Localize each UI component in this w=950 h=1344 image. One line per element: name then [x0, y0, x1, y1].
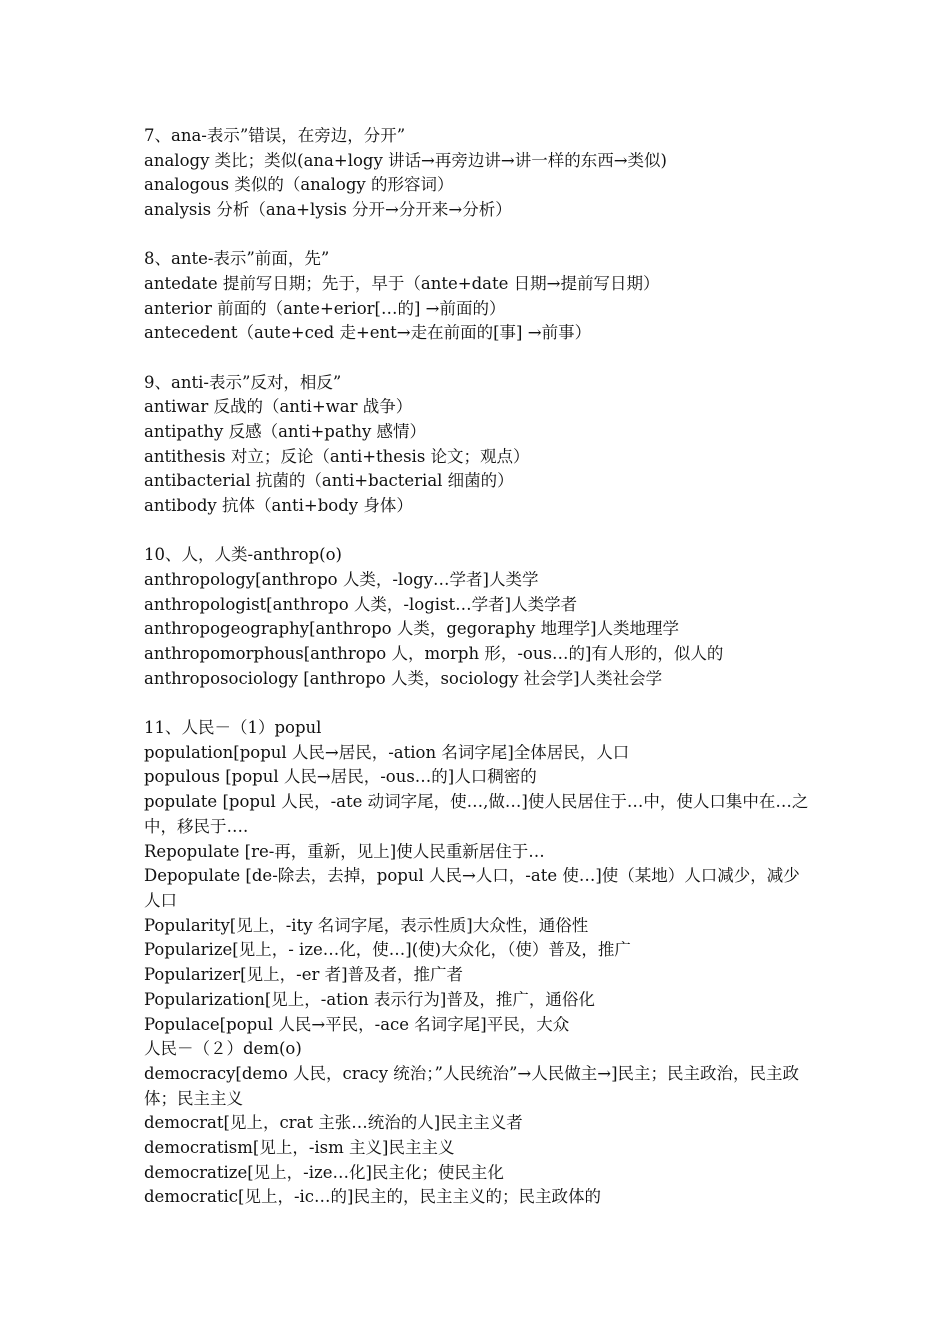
vocab-entry: Depopulate [de-除去，去掉，popul 人民→人口，-ate 使…]使（某地）人口减少，减少人口	[144, 866, 800, 910]
vocab-entry: antibacterial 抗菌的（anti+bacterial 细菌的）	[144, 471, 514, 491]
vocab-entry: populate [popul 人民，-ate 动词字尾，使…,做…]使人民居住于…中，使人口集中在…之中，移民于….	[144, 792, 809, 836]
vocab-entry: Popularization[见上，-ation 表示行为]普及，推广，通俗化	[144, 989, 595, 1009]
vocab-entry: analogous 类似的（analogy 的形容词）	[144, 175, 454, 195]
vocab-section	[144, 247, 816, 346]
vocab-entry: Repopulate [re-再，重新，见上]使人民重新居住于…	[144, 841, 545, 861]
document-page	[144, 124, 816, 1235]
section-heading: 11、人民－（1）popul	[144, 718, 322, 738]
vocab-entry: antibody 抗体（anti+body 身体）	[144, 496, 413, 516]
section-heading: 9、anti-表示”反对，相反”	[144, 372, 342, 392]
vocab-entry: antecedent（aute+ced 走+ent→走在前面的[事] →前事）	[144, 323, 592, 343]
vocab-entry: democracy[demo 人民，cracy 统治；”人民统治”→人民做主→]民主；民主政治，民主政体；民主主义	[144, 1063, 800, 1108]
vocab-entry: Popularize[见上，- ize…化，使…](使)大众化，（使）普及，推广	[144, 940, 631, 960]
vocab-entry: Populace[popul 人民→平民，-ace 名词字尾]平民，大众	[144, 1014, 570, 1034]
vocab-entry: antiwar 反战的（anti+war 战争）	[144, 397, 413, 417]
vocab-entry: populous [popul 人民→居民，-ous…的]人口稠密的	[144, 767, 537, 787]
section-heading: 7、ana-表示”错误，在旁边，分开”	[144, 126, 406, 145]
vocab-section	[144, 371, 816, 519]
vocab-entry: democratic[见上，-ic…的]民主的，民主主义的；民主政体的	[144, 1187, 601, 1207]
vocab-entry: anthropologist[anthropo 人类，-logist…学者]人类学者	[144, 594, 578, 614]
vocab-entry: analogy 类比；类似(ana+logy 讲话→再旁边讲→讲一样的东西→类似)	[144, 150, 667, 170]
vocab-entry: Popularizer[见上，-er 者]普及者，推广者	[144, 965, 464, 985]
vocab-section	[144, 124, 816, 223]
vocab-entry: analysis 分析（ana+lysis 分开→分开来→分析）	[144, 200, 512, 220]
vocab-entry: anthropology[anthropo 人类，-logy…学者]人类学	[144, 570, 539, 590]
vocab-entry: democrat[见上，crat 主张…统治的人]民主主义者	[144, 1113, 523, 1133]
vocab-entry: antithesis 对立；反论（anti+thesis 论文；观点）	[144, 446, 530, 466]
vocab-entry: democratism[见上，-ism 主义]民主主义	[144, 1138, 455, 1158]
vocab-entry: Popularity[见上，-ity 名词字尾，表示性质]大众性，通俗性	[144, 915, 589, 935]
vocab-entry: anthropomorphous[anthropo 人，morph 形，-ous…的]有人形的，似人的	[144, 644, 724, 664]
section-heading: 8、ante-表示”前面，先”	[144, 249, 330, 269]
vocab-section	[144, 543, 816, 691]
vocab-entry: population[popul 人民→居民，-ation 名词字尾]全体居民，人口	[144, 742, 630, 762]
vocab-entry: antipathy 反感（anti+pathy 感情）	[144, 422, 427, 442]
vocab-entry: anterior 前面的（ante+erior[…的] →前面的）	[144, 298, 506, 318]
vocab-entry: 人民－（２）dem(o)	[144, 1039, 302, 1059]
section-heading: 10、人，人类-anthrop(o)	[144, 545, 342, 565]
vocab-section	[144, 716, 816, 1210]
vocab-entry: democratize[见上，-ize…化]民主化；使民主化	[144, 1162, 504, 1182]
vocab-entry: anthroposociology [anthropo 人类，sociology 社会学]人类社会学	[144, 668, 663, 688]
vocab-entry: antedate 提前写日期；先于，早于（ante+date 日期→提前写日期）	[144, 274, 660, 294]
vocab-entry: anthropogeography[anthropo 人类，gegoraphy 地理学]人类地理学	[144, 619, 680, 639]
